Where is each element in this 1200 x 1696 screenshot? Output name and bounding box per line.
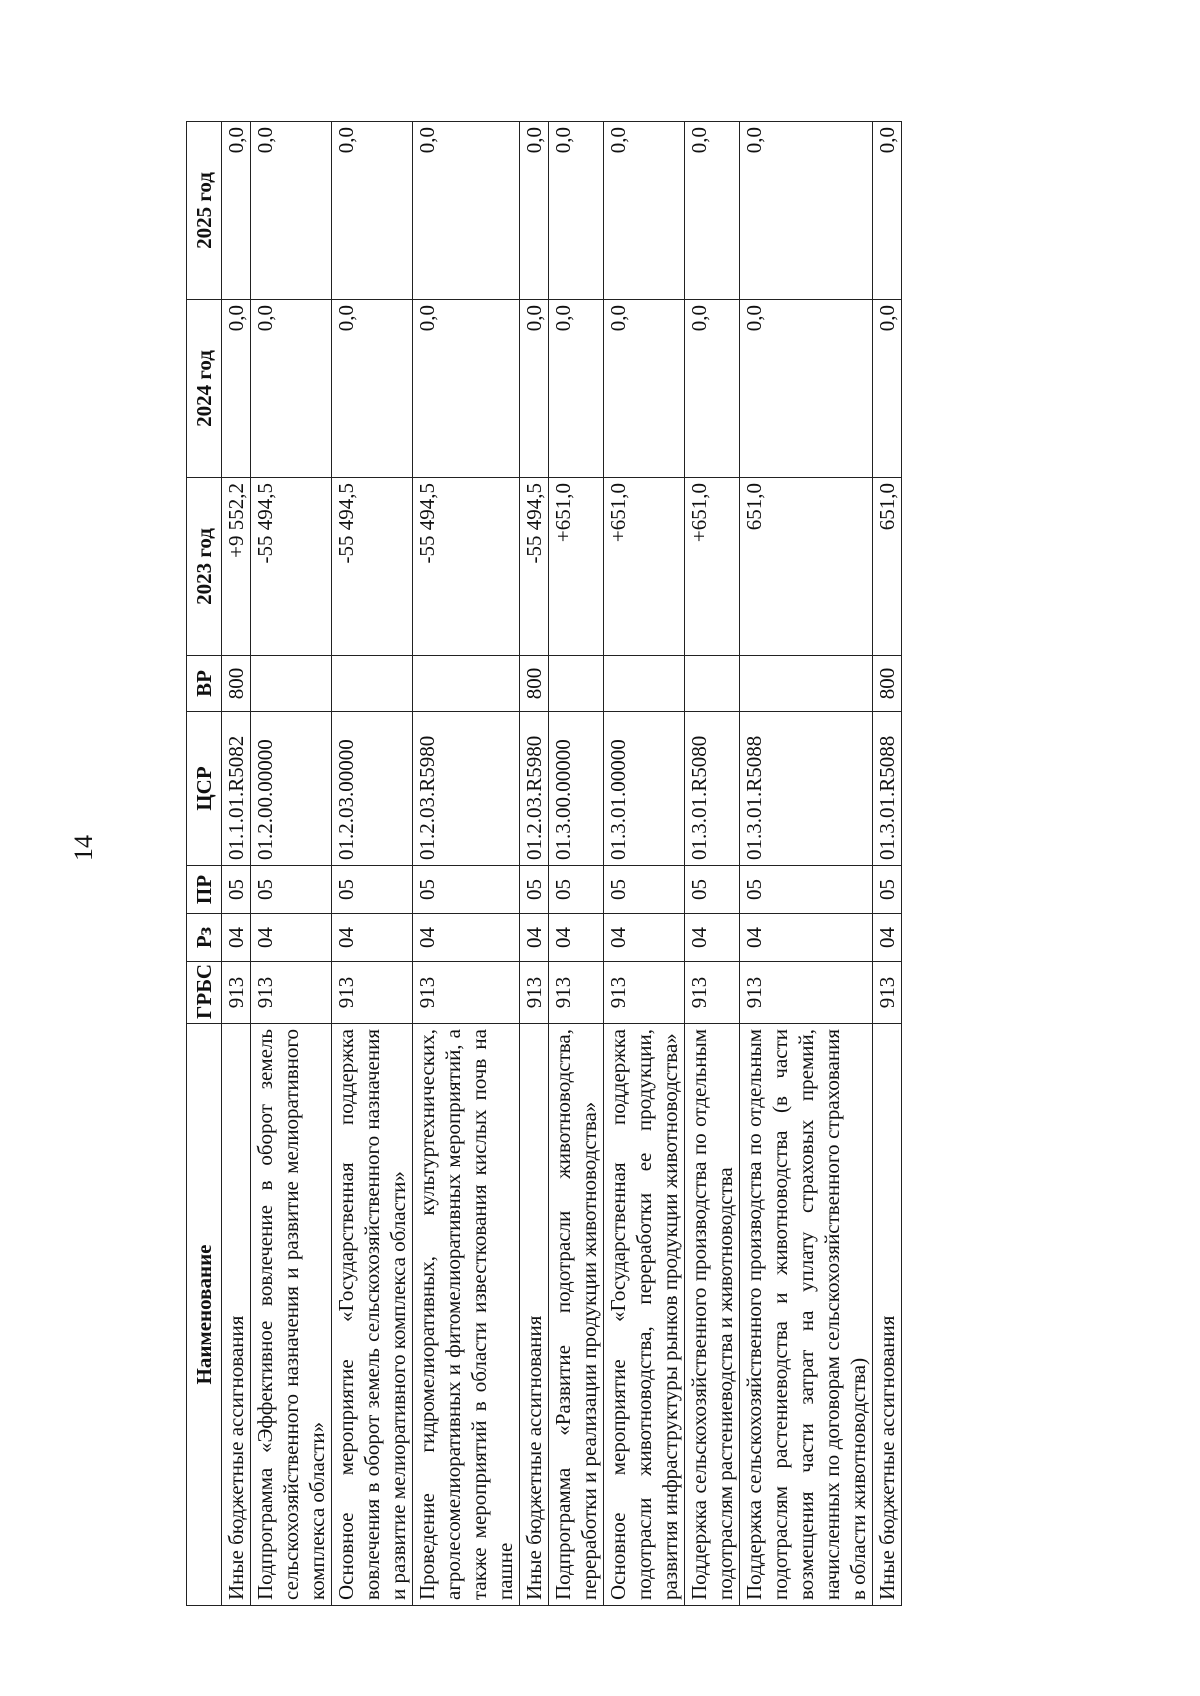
cell-vr: 800 bbox=[520, 656, 549, 712]
cell-name: Основное мероприятие «Государственная поддержка вовлечения в оборот земель сельскохозяйственного назначения и развитие мелиоративного комплекса области» bbox=[332, 1024, 413, 1606]
cell-name: Иные бюджетные ассигнования bbox=[222, 1024, 251, 1606]
cell-vr bbox=[413, 656, 520, 712]
cell-pr: 05 bbox=[604, 866, 685, 914]
cell-2025: 0,0 bbox=[604, 122, 685, 300]
cell-2025: 0,0 bbox=[222, 122, 251, 300]
cell-2024: 0,0 bbox=[520, 300, 549, 478]
cell-name: Иные бюджетные ассигнования bbox=[873, 1024, 902, 1606]
cell-csr: 01.2.03.00000 bbox=[332, 712, 413, 866]
cell-2025: 0,0 bbox=[520, 122, 549, 300]
cell-rz: 04 bbox=[251, 914, 332, 962]
header-row bbox=[187, 122, 222, 1606]
cell-name: Подпрограмма «Развитие подотрасли животноводства, переработки и реализации продукции животноводства» bbox=[549, 1024, 604, 1606]
page-number: 14 bbox=[69, 835, 98, 861]
table-row bbox=[332, 122, 413, 1606]
cell-csr: 01.2.03.R5980 bbox=[520, 712, 549, 866]
cell-name: Подпрограмма «Эффективное вовлечение в оборот земель сельскохозяйственного назначения и развитие мелиоративного комплекса области» bbox=[251, 1024, 332, 1606]
cell-grbs: 913 bbox=[413, 962, 520, 1024]
cell-csr: 01.3.01.R5080 bbox=[685, 712, 740, 866]
cell-grbs: 913 bbox=[251, 962, 332, 1024]
table-row bbox=[413, 122, 520, 1606]
cell-vr bbox=[740, 656, 873, 712]
cell-rz: 04 bbox=[604, 914, 685, 962]
cell-2024: 0,0 bbox=[549, 300, 604, 478]
cell-pr: 05 bbox=[222, 866, 251, 914]
table-body bbox=[222, 122, 902, 1606]
cell-2025: 0,0 bbox=[332, 122, 413, 300]
header-grbs: ГРБС bbox=[187, 962, 222, 1024]
cell-2025: 0,0 bbox=[740, 122, 873, 300]
cell-grbs: 913 bbox=[520, 962, 549, 1024]
cell-vr bbox=[251, 656, 332, 712]
table-row bbox=[251, 122, 332, 1606]
cell-2025: 0,0 bbox=[251, 122, 332, 300]
cell-rz: 04 bbox=[685, 914, 740, 962]
cell-rz: 04 bbox=[413, 914, 520, 962]
cell-csr: 01.2.00.00000 bbox=[251, 712, 332, 866]
cell-2024: 0,0 bbox=[604, 300, 685, 478]
cell-csr: 01.2.03.R5980 bbox=[413, 712, 520, 866]
cell-csr: 01.1.01.R5082 bbox=[222, 712, 251, 866]
table-row bbox=[222, 122, 251, 1606]
cell-2024: 0,0 bbox=[873, 300, 902, 478]
cell-2023: -55 494,5 bbox=[413, 478, 520, 656]
cell-name: Иные бюджетные ассигнования bbox=[520, 1024, 549, 1606]
cell-grbs: 913 bbox=[740, 962, 873, 1024]
cell-rz: 04 bbox=[222, 914, 251, 962]
table-row bbox=[520, 122, 549, 1606]
header-2023: 2023 год bbox=[187, 478, 222, 656]
header-2025: 2025 год bbox=[187, 122, 222, 300]
cell-pr: 05 bbox=[549, 866, 604, 914]
rotated-table-wrapper bbox=[186, 122, 912, 1606]
cell-rz: 04 bbox=[740, 914, 873, 962]
cell-name: Поддержка сельскохозяйственного производства по отдельным подотраслям растениеводства и животноводства bbox=[685, 1024, 740, 1606]
cell-csr: 01.3.01.R5088 bbox=[873, 712, 902, 866]
cell-2025: 0,0 bbox=[549, 122, 604, 300]
cell-pr: 05 bbox=[413, 866, 520, 914]
cell-2025: 0,0 bbox=[685, 122, 740, 300]
cell-2023: -55 494,5 bbox=[251, 478, 332, 656]
cell-rz: 04 bbox=[520, 914, 549, 962]
cell-2024: 0,0 bbox=[222, 300, 251, 478]
cell-grbs: 913 bbox=[685, 962, 740, 1024]
cell-grbs: 913 bbox=[222, 962, 251, 1024]
cell-csr: 01.3.00.00000 bbox=[549, 712, 604, 866]
cell-2023: +651,0 bbox=[685, 478, 740, 656]
cell-name: Основное мероприятие «Государственная поддержка подотрасли животноводства, переработки ее продукции, развития инфраструктуры рынков продукции животноводства» bbox=[604, 1024, 685, 1606]
cell-2025: 0,0 bbox=[413, 122, 520, 300]
cell-2024: 0,0 bbox=[685, 300, 740, 478]
cell-pr: 05 bbox=[685, 866, 740, 914]
cell-2023: +651,0 bbox=[604, 478, 685, 656]
cell-pr: 05 bbox=[332, 866, 413, 914]
cell-pr: 05 bbox=[740, 866, 873, 914]
cell-pr: 05 bbox=[251, 866, 332, 914]
cell-grbs: 913 bbox=[549, 962, 604, 1024]
table-row bbox=[549, 122, 604, 1606]
cell-csr: 01.3.01.00000 bbox=[604, 712, 685, 866]
cell-name: Проведение гидромелиоративных, культуртехнических, агролесомелиоративных и фитомелиоративных мероприятий, а также мероприятий в области известкования кислых почв на пашне bbox=[413, 1024, 520, 1606]
cell-2024: 0,0 bbox=[740, 300, 873, 478]
header-name: Наименование bbox=[187, 1024, 222, 1606]
cell-name: Поддержка сельскохозяйственного производства по отдельным подотраслям растениеводства и животноводства (в части возмещения части затрат на уплату страховых премий, начисленных по договорам сельскохозяйственного страхования в области животноводства) bbox=[740, 1024, 873, 1606]
cell-rz: 04 bbox=[332, 914, 413, 962]
header-rz: Рз bbox=[187, 914, 222, 962]
cell-2025: 0,0 bbox=[873, 122, 902, 300]
cell-2023: 651,0 bbox=[740, 478, 873, 656]
cell-vr bbox=[685, 656, 740, 712]
cell-grbs: 913 bbox=[332, 962, 413, 1024]
cell-2023: 651,0 bbox=[873, 478, 902, 656]
header-csr: ЦСР bbox=[187, 712, 222, 866]
cell-vr: 800 bbox=[222, 656, 251, 712]
table-header bbox=[187, 122, 222, 1606]
budget-table bbox=[186, 121, 902, 1606]
table-row bbox=[873, 122, 902, 1606]
cell-csr: 01.3.01.R5088 bbox=[740, 712, 873, 866]
header-2024: 2024 год bbox=[187, 300, 222, 478]
cell-2023: +9 552,2 bbox=[222, 478, 251, 656]
cell-2024: 0,0 bbox=[332, 300, 413, 478]
header-pr: ПР bbox=[187, 866, 222, 914]
cell-2024: 0,0 bbox=[251, 300, 332, 478]
cell-2023: +651,0 bbox=[549, 478, 604, 656]
cell-pr: 05 bbox=[873, 866, 902, 914]
header-vr: ВР bbox=[187, 656, 222, 712]
cell-2023: -55 494,5 bbox=[520, 478, 549, 656]
cell-grbs: 913 bbox=[873, 962, 902, 1024]
cell-grbs: 913 bbox=[604, 962, 685, 1024]
cell-rz: 04 bbox=[873, 914, 902, 962]
cell-vr bbox=[332, 656, 413, 712]
cell-pr: 05 bbox=[520, 866, 549, 914]
table-row bbox=[740, 122, 873, 1606]
cell-2023: -55 494,5 bbox=[332, 478, 413, 656]
cell-vr bbox=[549, 656, 604, 712]
table-row bbox=[685, 122, 740, 1606]
cell-vr: 800 bbox=[873, 656, 902, 712]
cell-rz: 04 bbox=[549, 914, 604, 962]
cell-vr bbox=[604, 656, 685, 712]
table-row bbox=[604, 122, 685, 1606]
cell-2024: 0,0 bbox=[413, 300, 520, 478]
